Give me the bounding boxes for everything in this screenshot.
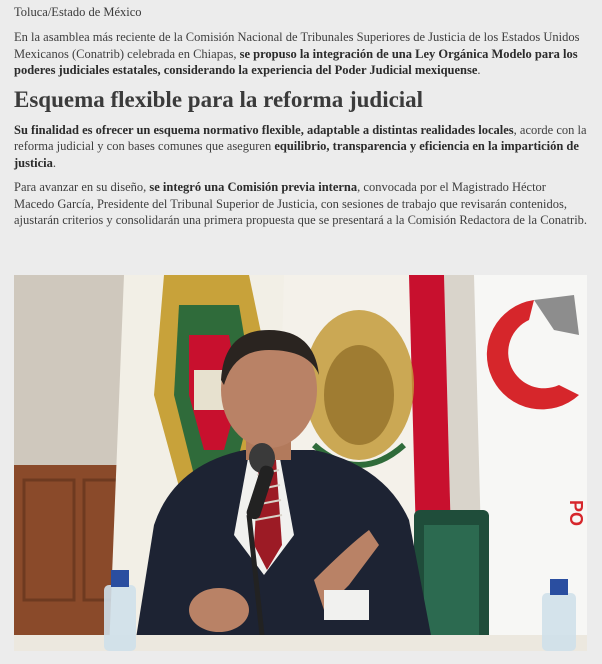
paragraph-3-bold: se integró una Comisión previa interna: [149, 180, 358, 194]
left-hand: [189, 588, 249, 632]
article: [0, 0, 602, 229]
paragraph-3-text-b: , convocada por el Magistrado Héctor Macedo García, Presidente del Tribunal Superior de Justicia, con sesiones de trabajo que revisarán contenidos, ajustarán criterios y consolidarán una primera propuesta que se presentará a la Comisión Redactora de la Conatrib.: [14, 180, 588, 227]
paragraph-2-text-a: , acorde con la reforma judicial y con bases comunes que aseguren: [14, 122, 587, 153]
table: [14, 635, 587, 651]
banner-text: PO: [566, 500, 586, 527]
paragraph-2: [14, 122, 588, 172]
paragraph-2-text-b: .: [52, 155, 57, 170]
paragraph-2-bold-a: Su finalidad es ofrecer un esquema normativo flexible, adaptable a distintas realidades locales: [14, 122, 514, 137]
article-photo: [14, 275, 587, 651]
paragraph-3-text-a: Para avanzar en su diseño,: [14, 180, 150, 194]
section-heading: Esquema flexible para la reforma judicial: [14, 86, 424, 112]
paragraph-3: [14, 179, 588, 229]
paragraph-2-bold-b: equilibrio, transparencia y eficiencia en la impartición de justicia: [14, 139, 579, 170]
paragraph-1-bold: se propuso la integración de una Ley Orgánica Modelo para los poderes judiciales estatales, considerando la experiencia del Poder Judicial mexiquense: [14, 46, 578, 77]
paragraph-1: [14, 29, 588, 79]
paragraph-1-text-a: En la asamblea más reciente de la Comisión Nacional de Tribunales Superiores de Justicia de los Estados Unidos Mexicanos (Conatrib) celebrada en Chiapas,: [14, 30, 580, 61]
paragraph-1-text-b: .: [477, 63, 481, 77]
dateline: Toluca/Estado de México: [14, 5, 142, 19]
